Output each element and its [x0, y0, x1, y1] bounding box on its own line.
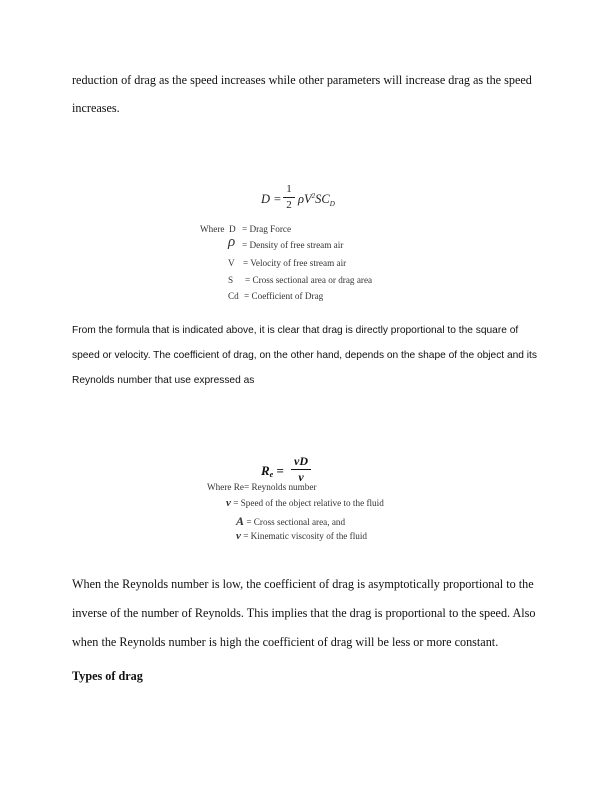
drag-formula-sc: SC — [315, 192, 330, 206]
drag-formula-rhs — [298, 192, 335, 208]
drag-formula-rho-v: ρV — [298, 192, 312, 206]
legend-symbol: Cd — [228, 291, 239, 301]
reynolds-explanation-paragraph: When the Reynolds number is low, the coefficient of drag is asymptotically proportional to the inverse of the number of Reynolds. This implies that the drag is proportional to the speed. Also when the Reynolds number is high the coefficient of drag will be less or more constant. — [72, 577, 536, 649]
reynolds-formula-subscript: e — [269, 470, 274, 479]
legend-definition: = Kinematic viscosity of the fluid — [243, 531, 368, 541]
legend-definition: = Drag Force — [242, 224, 292, 234]
legend-symbol: A — [236, 514, 245, 528]
section-heading: Types of drag — [72, 669, 143, 683]
legend-symbol: ρ — [228, 234, 236, 250]
legend-row — [226, 497, 384, 509]
legend-symbol: v — [226, 497, 231, 509]
drag-formula-fraction — [283, 183, 295, 212]
drag-legend — [200, 224, 440, 308]
legend-definition: = Coefficient of Drag — [244, 291, 324, 301]
reynolds-formula-equals: = — [276, 463, 284, 478]
legend-definition: = Velocity of free stream air — [243, 258, 347, 268]
drag-formula-lhs: D = — [261, 192, 282, 206]
legend-symbol: S — [228, 275, 234, 285]
intro-paragraph: reduction of drag as the speed increases while other parameters will increase drag as the speed increases. — [72, 73, 532, 115]
legend-definition: = Speed of the object relative to the fluid — [233, 498, 384, 508]
drag-formula-exponent: 2 — [311, 192, 316, 200]
drag-formula-numerator: 1 — [286, 183, 292, 195]
legend-definition: = Density of free stream air — [242, 240, 344, 250]
reynolds-formula-denominator: ν — [298, 470, 304, 484]
reynolds-formula-r: R — [261, 463, 270, 478]
reynolds-formula-lhs — [261, 463, 284, 479]
reynolds-legend-first-line: Where Re= Reynolds number — [207, 482, 317, 492]
formula-explanation-paragraph: From the formula that is indicated above, it is clear that drag is directly proportional to the square of speed or velocity. The coefficient of drag, on the other hand, depends on the shape of the object and its Reynolds number that use expressed as — [72, 325, 537, 386]
legend-symbol: ν — [236, 530, 241, 542]
drag-formula-subscript: D — [329, 200, 335, 208]
legend-symbol: V — [228, 258, 235, 268]
reynolds-formula-numerator: vD — [294, 454, 308, 468]
legend-row — [236, 514, 345, 529]
legend-definition: = Cross sectional area, and — [246, 517, 346, 527]
legend-where: Where — [200, 224, 225, 234]
legend-symbol: D — [229, 224, 236, 234]
legend-row — [236, 530, 367, 542]
legend-definition: = Cross sectional area or drag area — [245, 275, 373, 285]
reynolds-formula-fraction — [291, 455, 311, 484]
fraction-bar — [283, 197, 295, 198]
drag-formula-denominator: 2 — [286, 199, 292, 211]
